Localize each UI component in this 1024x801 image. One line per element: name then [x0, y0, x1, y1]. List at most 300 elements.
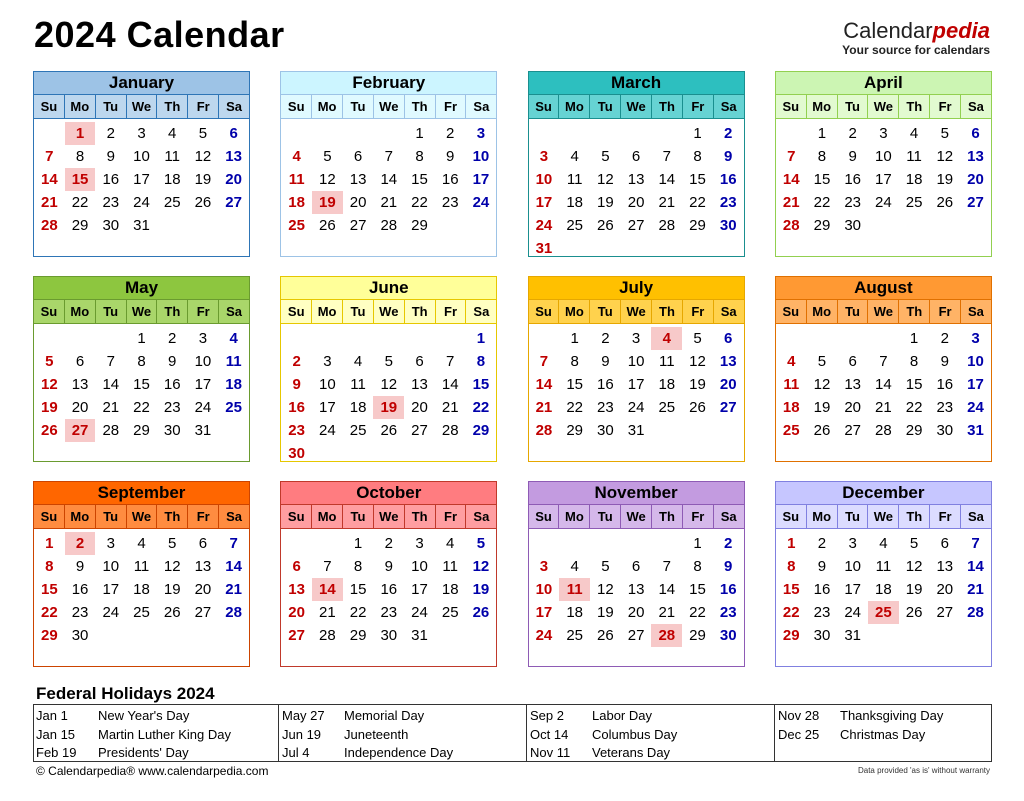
- day-cell: 25: [163, 194, 181, 211]
- weekday-label: Th: [898, 95, 929, 118]
- brand-name-part1: Calendar: [843, 18, 933, 43]
- holiday-date: Jan 15: [36, 726, 76, 742]
- day-cell: 29: [905, 422, 923, 439]
- day-cell: 10: [411, 558, 428, 575]
- day-cell: 24: [535, 217, 553, 234]
- day-cell: 5: [384, 353, 393, 370]
- weekday-label: We: [126, 95, 157, 118]
- day-cell: 27: [967, 194, 984, 211]
- day-cell: 9: [75, 558, 85, 575]
- day-cell: 29: [411, 217, 428, 234]
- day-blank: [343, 327, 374, 350]
- holiday-name: Presidents' Day: [98, 745, 189, 760]
- weekday-header: [281, 95, 496, 119]
- day-cell: 3: [415, 535, 424, 552]
- day-cell: 10: [535, 581, 553, 598]
- day-cell: 21: [782, 194, 800, 211]
- day-cell: 30: [71, 627, 89, 644]
- day-cell: 22: [349, 604, 367, 621]
- day-cell: 26: [319, 217, 336, 234]
- day-cell: 21: [380, 194, 398, 211]
- month-february: [280, 71, 497, 257]
- day-cell: 2: [940, 330, 949, 347]
- day-cell: 9: [724, 148, 733, 165]
- weekday-label: Fr: [682, 95, 713, 118]
- day-cell: 17: [627, 376, 645, 393]
- weekday-label: Tu: [837, 505, 868, 528]
- weekday-label: Sa: [465, 300, 496, 323]
- day-cell: 15: [41, 581, 58, 598]
- day-cell: 26: [689, 399, 706, 416]
- day-cell: 4: [570, 148, 579, 165]
- day-cell: 12: [689, 353, 706, 370]
- weekday-label: Th: [898, 505, 929, 528]
- month-name: July: [529, 277, 744, 300]
- weekday-label: Fr: [187, 300, 218, 323]
- day-cell: 10: [535, 171, 553, 188]
- day-cell: 19: [472, 581, 490, 598]
- day-cell: 7: [662, 558, 671, 575]
- weekday-label: Su: [535, 304, 552, 319]
- day-cell: 14: [658, 171, 676, 188]
- day-cell: 30: [102, 217, 120, 234]
- day-cell: 11: [164, 148, 180, 165]
- day-blank: [34, 122, 65, 145]
- weekday-label: Su: [782, 509, 800, 524]
- day-cell: 7: [539, 353, 549, 370]
- day-cell: 9: [446, 148, 455, 165]
- day-blank: [776, 327, 807, 350]
- day-cell: 8: [476, 353, 486, 370]
- day-cell: 12: [472, 558, 490, 575]
- day-cell: 28: [875, 422, 892, 439]
- day-cell: 5: [909, 535, 919, 552]
- day-cell: 22: [905, 399, 923, 416]
- day-cell: 1: [693, 535, 702, 552]
- day-cell: 21: [967, 581, 984, 598]
- holiday-row: [36, 744, 231, 763]
- day-cell: 6: [848, 353, 857, 370]
- weekday-label: Tu: [342, 95, 373, 118]
- weekday-label: Th: [651, 300, 682, 323]
- day-cell: 17: [967, 376, 984, 393]
- holiday-column: [778, 707, 943, 744]
- day-blank: [559, 532, 590, 555]
- weekday-label: Tu: [95, 95, 126, 118]
- month-name: November: [529, 482, 744, 505]
- day-cell: 4: [570, 558, 579, 575]
- day-cell: 3: [971, 330, 980, 347]
- weekday-label: Th: [898, 300, 929, 323]
- weekday-label: Fr: [435, 95, 466, 118]
- day-cell: 22: [689, 604, 706, 621]
- day-cell: 20: [844, 399, 862, 416]
- weekday-label: Th: [404, 300, 435, 323]
- day-cell: 20: [627, 604, 645, 621]
- day-cell: 1: [787, 535, 796, 552]
- day-blank: [621, 122, 652, 145]
- day-cell: 11: [288, 171, 305, 188]
- day-blank: [837, 327, 868, 350]
- day-cell: 19: [312, 191, 343, 214]
- weekday-label: Sa: [960, 95, 991, 118]
- day-cell: 27: [844, 422, 862, 439]
- day-cell: 8: [693, 148, 702, 165]
- day-cell: 15: [411, 171, 428, 188]
- holiday-column: [282, 707, 453, 763]
- day-cell: 27: [65, 419, 96, 442]
- day-cell: 30: [813, 627, 831, 644]
- day-cell: 5: [198, 125, 208, 142]
- day-cell: 11: [133, 558, 150, 575]
- weekday-label: Mo: [311, 505, 342, 528]
- weekday-label: Fr: [187, 505, 218, 528]
- day-cell: 20: [349, 194, 367, 211]
- day-cell: 2: [106, 125, 115, 142]
- day-cell: 9: [601, 353, 610, 370]
- day-cell: 16: [719, 171, 737, 188]
- day-cell: 22: [689, 194, 706, 211]
- day-cell: 28: [967, 604, 984, 621]
- day-cell: 23: [719, 604, 737, 621]
- weekday-label: Mo: [558, 95, 589, 118]
- day-cell: 25: [441, 604, 459, 621]
- day-cell: 3: [323, 353, 332, 370]
- day-cell: 21: [875, 399, 892, 416]
- day-blank: [404, 327, 435, 350]
- day-cell: 25: [658, 399, 676, 416]
- day-cell: 20: [967, 171, 984, 188]
- month-april: [775, 71, 992, 257]
- day-cell: 17: [535, 194, 553, 211]
- day-cell: 6: [75, 353, 85, 370]
- day-cell: 23: [441, 194, 459, 211]
- day-cell: 1: [45, 535, 54, 552]
- day-cell: 25: [288, 217, 305, 234]
- day-blank: [651, 532, 682, 555]
- day-cell: 16: [102, 171, 120, 188]
- day-cell: 29: [472, 422, 490, 439]
- day-cell: 9: [384, 558, 393, 575]
- day-cell: 22: [472, 399, 490, 416]
- month-name: September: [34, 482, 249, 505]
- day-cell: 20: [288, 604, 305, 621]
- day-cell: 12: [163, 558, 181, 575]
- day-cell: 2: [384, 535, 393, 552]
- day-cell: 19: [194, 171, 212, 188]
- day-cell: 14: [441, 376, 459, 393]
- day-cell: 25: [868, 601, 899, 624]
- day-cell: 8: [45, 558, 54, 575]
- weekday-label: Su: [782, 304, 800, 319]
- day-cell: 21: [441, 399, 459, 416]
- column-divider: [774, 705, 775, 761]
- day-cell: 18: [349, 399, 367, 416]
- day-cell: 3: [476, 125, 486, 142]
- day-cell: 25: [349, 422, 367, 439]
- holiday-date: Nov 11: [530, 745, 571, 760]
- month-may: [33, 276, 250, 462]
- weekday-label: We: [373, 505, 404, 528]
- day-cell: 21: [225, 581, 242, 598]
- day-blank: [281, 327, 312, 350]
- day-cell: 20: [194, 581, 212, 598]
- day-cell: 23: [163, 399, 181, 416]
- day-cell: 26: [905, 604, 923, 621]
- day-cell: 16: [380, 581, 398, 598]
- day-cell: 10: [627, 353, 645, 370]
- day-cell: 24: [194, 399, 212, 416]
- weekday-label: Su: [40, 304, 58, 319]
- day-cell: 13: [288, 581, 305, 598]
- day-cell: 18: [905, 171, 923, 188]
- day-cell: 1: [817, 125, 827, 142]
- day-grid: [281, 119, 496, 237]
- day-cell: 11: [350, 376, 366, 393]
- day-cell: 9: [168, 353, 177, 370]
- day-cell: 1: [909, 330, 919, 347]
- day-cell: 24: [844, 604, 862, 621]
- day-cell: 4: [168, 125, 177, 142]
- day-cell: 15: [65, 168, 96, 191]
- day-cell: 1: [353, 535, 363, 552]
- weekday-label: Mo: [64, 95, 95, 118]
- day-cell: 19: [41, 399, 58, 416]
- day-cell: 2: [724, 125, 733, 142]
- day-cell: 19: [813, 399, 831, 416]
- day-cell: 13: [627, 171, 645, 188]
- month-name: October: [281, 482, 496, 505]
- day-blank: [312, 122, 343, 145]
- holiday-row: [530, 744, 677, 763]
- day-cell: 8: [693, 558, 702, 575]
- day-cell: 8: [787, 558, 796, 575]
- day-cell: 18: [288, 194, 305, 211]
- weekday-label: Mo: [558, 300, 589, 323]
- day-blank: [281, 122, 312, 145]
- day-cell: 5: [940, 125, 949, 142]
- day-cell: 22: [566, 399, 583, 416]
- day-cell: 9: [848, 148, 857, 165]
- weekday-header: [281, 505, 496, 529]
- weekday-label: Mo: [806, 505, 837, 528]
- day-cell: 7: [446, 353, 455, 370]
- day-cell: 8: [909, 353, 919, 370]
- weekday-label: Mo: [806, 95, 837, 118]
- day-cell: 15: [905, 376, 923, 393]
- day-cell: 13: [844, 376, 862, 393]
- weekday-label: Su: [535, 99, 552, 114]
- weekday-label: Fr: [682, 505, 713, 528]
- day-cell: 23: [719, 194, 737, 211]
- day-cell: 22: [813, 194, 831, 211]
- day-cell: 25: [225, 399, 242, 416]
- day-cell: 7: [45, 148, 54, 165]
- holiday-date: Jul 4: [282, 745, 310, 760]
- day-cell: 22: [71, 194, 89, 211]
- day-cell: 12: [597, 581, 614, 598]
- day-cell: 22: [41, 604, 58, 621]
- day-cell: 25: [905, 194, 923, 211]
- day-cell: 26: [813, 422, 831, 439]
- day-cell: 17: [319, 399, 336, 416]
- day-cell: 31: [535, 240, 553, 257]
- day-cell: 4: [909, 125, 919, 142]
- holiday-row: [530, 726, 677, 745]
- day-cell: 21: [41, 194, 58, 211]
- day-cell: 14: [967, 558, 984, 575]
- day-cell: 16: [288, 399, 305, 416]
- day-blank: [868, 327, 899, 350]
- weekday-label: Fr: [435, 505, 466, 528]
- weekday-header: [776, 95, 991, 119]
- day-cell: 7: [323, 558, 332, 575]
- holiday-row: [282, 726, 453, 745]
- weekday-label: Sa: [960, 505, 991, 528]
- day-cell: 23: [288, 422, 305, 439]
- holidays-title: Federal Holidays 2024: [36, 684, 215, 703]
- weekday-label: Tu: [589, 95, 620, 118]
- day-cell: 15: [133, 376, 150, 393]
- day-cell: 9: [724, 558, 733, 575]
- day-cell: 17: [194, 376, 212, 393]
- day-cell: 10: [875, 148, 892, 165]
- day-cell: 11: [906, 148, 922, 165]
- day-cell: 16: [719, 581, 737, 598]
- day-cell: 12: [194, 148, 212, 165]
- holiday-row: [282, 744, 453, 763]
- day-cell: 15: [349, 581, 367, 598]
- day-cell: 11: [225, 353, 242, 370]
- day-cell: 27: [627, 627, 645, 644]
- day-blank: [65, 327, 96, 350]
- day-cell: 2: [601, 330, 610, 347]
- day-cell: 27: [719, 399, 737, 416]
- weekday-label: We: [620, 505, 651, 528]
- month-name: June: [281, 277, 496, 300]
- day-cell: 1: [570, 330, 579, 347]
- day-cell: 14: [782, 171, 800, 188]
- holiday-name: Labor Day: [592, 708, 652, 723]
- weekday-label: Fr: [929, 95, 960, 118]
- day-cell: 5: [817, 353, 827, 370]
- day-cell: 17: [102, 581, 120, 598]
- day-cell: 6: [353, 148, 363, 165]
- column-divider: [278, 705, 279, 761]
- day-cell: 25: [566, 627, 583, 644]
- day-cell: 25: [782, 422, 800, 439]
- weekday-label: We: [620, 300, 651, 323]
- day-cell: 27: [936, 604, 954, 621]
- weekday-label: Mo: [806, 300, 837, 323]
- day-cell: 21: [535, 399, 553, 416]
- day-cell: 6: [631, 558, 641, 575]
- weekday-label: Mo: [311, 95, 342, 118]
- day-cell: 13: [194, 558, 212, 575]
- holiday-row: [530, 707, 677, 726]
- day-cell: 23: [380, 604, 398, 621]
- day-cell: 17: [844, 581, 862, 598]
- day-cell: 21: [102, 399, 120, 416]
- day-cell: 30: [288, 445, 305, 462]
- day-cell: 28: [651, 624, 682, 647]
- weekday-header: [529, 95, 744, 119]
- day-cell: 7: [879, 353, 888, 370]
- day-cell: 28: [380, 217, 398, 234]
- day-cell: 2: [724, 535, 733, 552]
- day-cell: 25: [133, 604, 150, 621]
- day-cell: 19: [163, 581, 181, 598]
- brand-logo[interactable]: [842, 20, 990, 57]
- month-january: [33, 71, 250, 257]
- day-grid: [34, 324, 249, 442]
- day-cell: 17: [535, 604, 553, 621]
- day-grid: [34, 529, 249, 647]
- month-name: August: [776, 277, 991, 300]
- weekday-label: We: [126, 505, 157, 528]
- month-name: May: [34, 277, 249, 300]
- day-cell: 4: [879, 535, 888, 552]
- day-cell: 11: [659, 353, 675, 370]
- day-blank: [529, 532, 560, 555]
- weekday-label: We: [373, 95, 404, 118]
- day-cell: 6: [940, 535, 949, 552]
- holiday-name: Veterans Day: [592, 745, 671, 760]
- day-cell: 19: [905, 581, 923, 598]
- day-cell: 22: [411, 194, 428, 211]
- day-cell: 26: [163, 604, 181, 621]
- day-cell: 2: [292, 353, 301, 370]
- day-cell: 23: [71, 604, 89, 621]
- day-cell: 24: [967, 399, 984, 416]
- day-grid: [281, 529, 496, 647]
- day-cell: 5: [601, 148, 610, 165]
- holiday-column: [36, 707, 231, 763]
- holiday-date: Jan 1: [36, 708, 68, 723]
- day-cell: 20: [411, 399, 428, 416]
- day-cell: 5: [45, 353, 54, 370]
- day-cell: 4: [651, 327, 682, 350]
- day-cell: 13: [349, 171, 367, 188]
- day-cell: 27: [288, 627, 305, 644]
- day-cell: 4: [137, 535, 146, 552]
- day-cell: 11: [875, 558, 892, 575]
- month-name: March: [529, 72, 744, 95]
- day-cell: 19: [597, 194, 614, 211]
- day-cell: 19: [373, 396, 404, 419]
- day-blank: [34, 327, 65, 350]
- day-cell: 20: [71, 399, 89, 416]
- day-cell: 8: [137, 353, 146, 370]
- day-cell: 16: [844, 171, 862, 188]
- day-cell: 20: [225, 171, 242, 188]
- weekday-header: [281, 300, 496, 324]
- holiday-date: Nov 28: [778, 708, 820, 723]
- month-august: [775, 276, 992, 462]
- day-cell: 4: [292, 148, 301, 165]
- day-cell: 10: [133, 148, 150, 165]
- holiday-column: [530, 707, 677, 763]
- day-blank: [559, 122, 590, 145]
- day-cell: 1: [693, 125, 702, 142]
- day-blank: [529, 122, 560, 145]
- day-cell: 24: [133, 194, 150, 211]
- day-cell: 7: [787, 148, 796, 165]
- day-cell: 30: [597, 422, 614, 439]
- day-cell: 18: [566, 604, 583, 621]
- day-cell: 12: [936, 148, 954, 165]
- day-grid: [776, 529, 991, 647]
